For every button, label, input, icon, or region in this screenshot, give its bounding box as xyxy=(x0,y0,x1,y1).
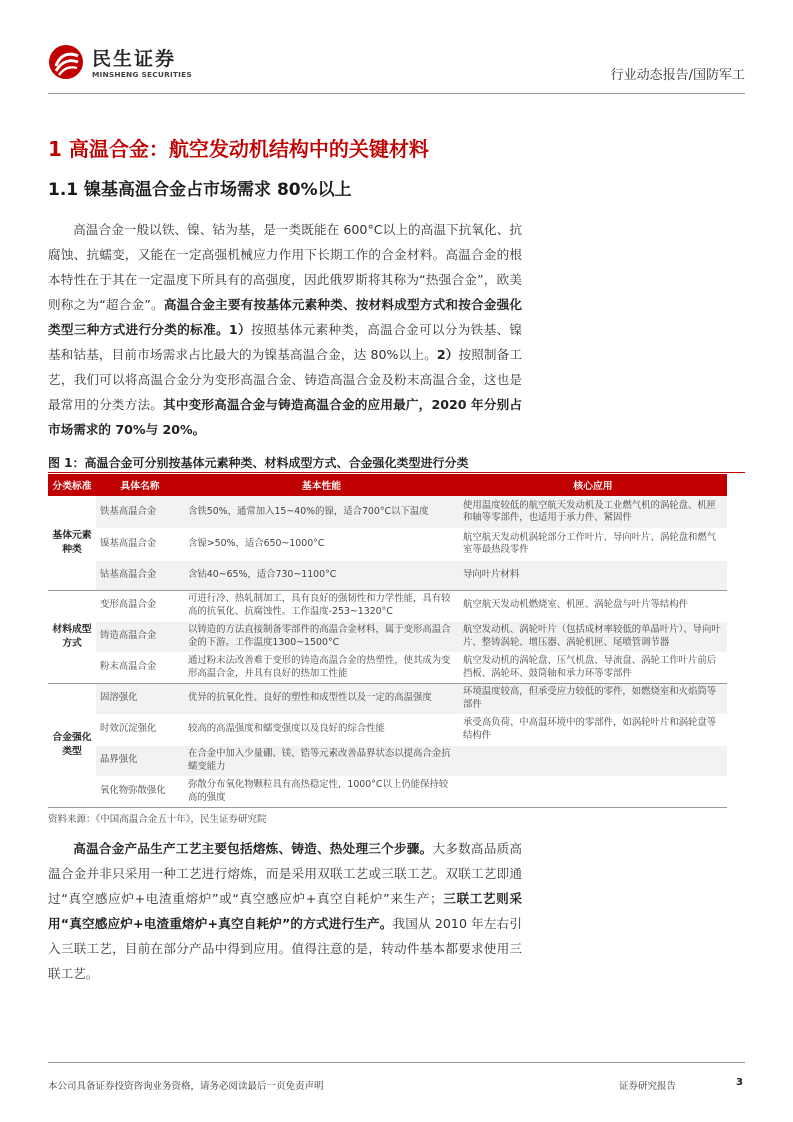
brand-name-cn: 民生证券 xyxy=(92,48,177,70)
table-header-row xyxy=(48,474,727,496)
table-header-cell: 基本性能 xyxy=(184,474,459,496)
performance-cell: 优异的抗氧化性、良好的塑性和成型性以及一定的高温强度 xyxy=(184,683,459,714)
brand-name-en: MINSHENG SECURITIES xyxy=(92,70,192,79)
para1-bold-3: 其中变形高温合金与铸造高温合金的应用最广，2020 年分别占市场需求的 70%与 20%。 xyxy=(48,397,522,437)
para1-text-3: 按照制备工艺，我们可以将高温合金分为变形高温合金、铸造高温合金及粉末高温合金，这也是最常用的分类方法。 xyxy=(48,347,522,412)
table-row xyxy=(48,776,727,807)
category-cell: 合金强化类型 xyxy=(48,683,96,807)
performance-cell: 通过粉末法改善难于变形的铸造高温合金的热塑性，使其成为变形高温合金，并具有良好的热加工性能 xyxy=(184,652,459,683)
name-cell: 铁基高温合金 xyxy=(96,496,184,528)
table-row xyxy=(48,496,727,528)
table-row xyxy=(48,683,727,714)
para1-text-1: 高温合金一般以铁、镍、钴为基，是一类既能在 600°C以上的高温下抗氧化、抗腐蚀、抗蠕变，又能在一定高强机械应力作用下长期工作的合金材料。高温合金的根本特性在于其在一定温度下所具有的高强度，因此俄罗斯将其称为“热强合金”，欧美则称之为“超合金”。 xyxy=(48,222,522,312)
name-cell: 钴基高温合金 xyxy=(96,560,184,590)
body-paragraph-2 xyxy=(48,836,522,986)
figure-title: 图 1：高温合金可分别按基体元素种类、材料成型方式、合金强化类型进行分类 xyxy=(48,456,469,470)
application-cell xyxy=(459,745,727,776)
para1-bold-1: 高温合金主要有按基体元素种类、按材料成型方式和按合金强化类型三种方式进行分类的标准。1） xyxy=(48,297,522,337)
category-cell: 材料成型方式 xyxy=(48,590,96,683)
footer-divider xyxy=(48,1062,745,1063)
figure-source: 资料来源：《中国高温合金五十年》，民生证券研究院 xyxy=(48,814,267,825)
table-header-cell: 具体名称 xyxy=(96,474,184,496)
footer-disclaimer: 本公司具备证券投资咨询业务资格，请务必阅读最后一页免责声明 xyxy=(48,1081,324,1092)
para2-bold-1: 高温合金产品生产工艺主要包括熔炼、铸造、热处理三个步骤。 xyxy=(73,841,433,856)
table-header-cell: 分类标准 xyxy=(48,474,96,496)
application-cell: 环境温度较高，但承受应力较低的零件，如燃烧室和火焰筒等部件 xyxy=(459,683,727,714)
minsheng-logo-icon xyxy=(48,44,84,80)
performance-cell: 较高的高温强度和蠕变强度以及良好的综合性能 xyxy=(184,714,459,745)
name-cell: 氧化物弥散强化 xyxy=(96,776,184,807)
table-row xyxy=(48,621,727,652)
name-cell: 固溶强化 xyxy=(96,683,184,714)
table-header-cell: 核心应用 xyxy=(459,474,727,496)
application-cell: 导向叶片材料 xyxy=(459,560,727,590)
figure-title-rule xyxy=(48,472,745,473)
performance-cell: 可进行冷、热轧制加工，具有良好的强韧性和力学性能，具有较高的抗氧化、抗腐蚀性。工作温度-253~1320°C xyxy=(184,590,459,621)
section-heading: 1 高温合金：航空发动机结构中的关键材料 xyxy=(48,137,429,161)
para2-text-2: 我国从 2010 年左右引入三联工艺，目前在部分产品中得到应用。值得注意的是，转动件基本都要求使用三联工艺。 xyxy=(48,916,522,981)
body-paragraph-1 xyxy=(48,217,522,442)
application-cell xyxy=(459,776,727,807)
table-row xyxy=(48,560,727,590)
application-cell: 航空发动机的涡轮盘、压气机盘、导流盘、涡轮工作叶片前后挡板、涡轮环、鼓筒轴和承力环等零部件 xyxy=(459,652,727,683)
para2-text-1: 大多数高品质高温合金并非只采用一种工艺进行熔炼，而是采用双联工艺或三联工艺。双联工艺即通过“真空感应炉+电渣重熔炉”或“真空感应炉+真空自耗炉”来生产； xyxy=(48,841,523,906)
subsection-heading: 1.1 镍基高温合金占市场需求 80%以上 xyxy=(48,180,352,200)
performance-cell: 含钴40~65%，适合730~1100°C xyxy=(184,560,459,590)
table-row xyxy=(48,528,727,560)
performance-cell: 在合金中加入少量硼、镁、锆等元素改善晶界状态以提高合金抗蠕变能力 xyxy=(184,745,459,776)
name-cell: 时效沉淀强化 xyxy=(96,714,184,745)
table-row xyxy=(48,714,727,745)
para1-bold-2: 2） xyxy=(436,347,459,362)
table-row xyxy=(48,652,727,683)
table-row xyxy=(48,745,727,776)
report-type: 行业动态报告/国防军工 xyxy=(610,68,745,83)
header-divider xyxy=(48,93,745,94)
performance-cell: 以铸造的方法直接制备零部件的高温合金材料，属于变形高温合金的下游。工作温度1300~1500°C xyxy=(184,621,459,652)
name-cell: 晶界强化 xyxy=(96,745,184,776)
para1-text-2: 按照基体元素种类，高温合金可以分为铁基、镍基和钴基，目前市场需求占比最大的为镍基高温合金，达 80%以上。 xyxy=(48,322,523,362)
para2-bold-2: 三联工艺则采用“真空感应炉+电渣重熔炉+真空自耗炉”的方式进行生产。 xyxy=(48,891,522,931)
classification-table xyxy=(48,474,727,808)
performance-cell: 含铁50%，通常加入15~40%的镍，适合700°C以下温度 xyxy=(184,496,459,528)
name-cell: 铸造高温合金 xyxy=(96,621,184,652)
application-cell: 承受高负荷、中高温环境中的零部件，如涡轮叶片和涡轮盘等结构件 xyxy=(459,714,727,745)
page-number: 3 xyxy=(736,1077,743,1088)
category-cell: 基体元素种类 xyxy=(48,496,96,590)
table-row xyxy=(48,590,727,621)
name-cell: 镍基高温合金 xyxy=(96,528,184,560)
performance-cell: 含镍>50%，适合650~1000°C xyxy=(184,528,459,560)
application-cell: 航空发动机、涡轮叶片（包括成材率较低的单晶叶片）、导向叶片、整铸涡轮、增压器、涡轮机匣、尾喷管调节器 xyxy=(459,621,727,652)
footer-report-label: 证券研究报告 xyxy=(619,1081,677,1092)
application-cell: 使用温度较低的航空航天发动机及工业燃气机的涡轮盘、机匣和轴等零部件，也适用于承力件、紧固件 xyxy=(459,496,727,528)
name-cell: 粉末高温合金 xyxy=(96,652,184,683)
application-cell: 航空航天发动机涡轮部分工作叶片、导向叶片、涡轮盘和燃气室等最热段零件 xyxy=(459,528,727,560)
performance-cell: 弥散分布氧化物颗粒具有高热稳定性，1000°C以上仍能保持较高的强度 xyxy=(184,776,459,807)
name-cell: 变形高温合金 xyxy=(96,590,184,621)
application-cell: 航空航天发动机燃烧室、机匣、涡轮盘与叶片等结构件 xyxy=(459,590,727,621)
